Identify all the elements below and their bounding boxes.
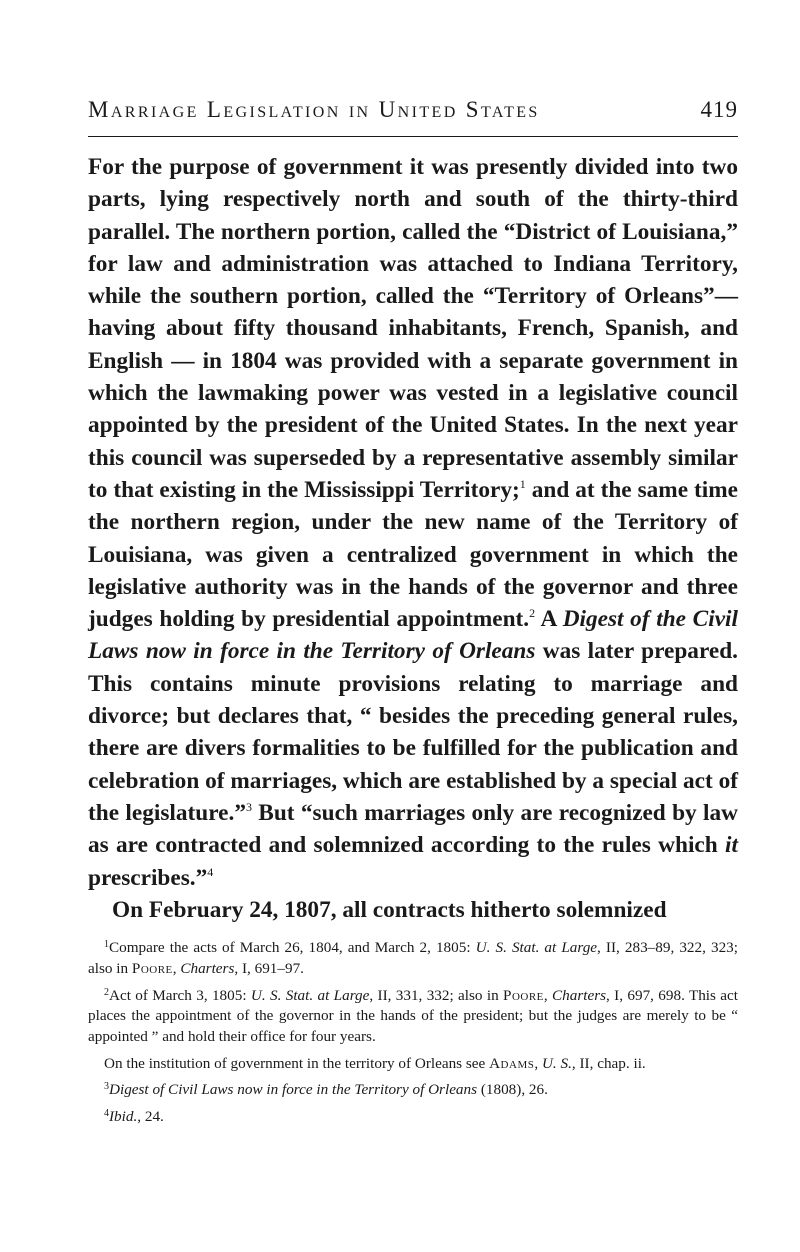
paragraph-1 <box>88 151 738 894</box>
running-title: Marriage Legislation in United States <box>88 97 540 122</box>
footnote-1-sep: , <box>172 959 181 977</box>
footnote-1 <box>88 938 738 979</box>
footnote-2-sep: , <box>543 986 553 1004</box>
paragraph-1-text-f: prescribes.” <box>88 864 208 891</box>
running-head <box>88 96 738 124</box>
main-text <box>88 151 738 926</box>
footnote-2-text-2: , II, 331, 332; also in <box>369 986 503 1004</box>
footnote-4-number: 4 <box>104 1108 109 1120</box>
footnote-2-author: Poore <box>503 986 544 1004</box>
digest-title: Digest of the Civil Laws now in force in the Territory of Orleans <box>88 606 738 665</box>
footnote-2b-text: On the institution of government in the territory of Orleans see <box>104 1054 490 1072</box>
footnotes <box>88 938 738 1128</box>
footnote-3-number: 3 <box>104 1081 109 1093</box>
footnote-3 <box>88 1080 738 1101</box>
paragraph-1-text-e: But “such marriages only are recognized by law as are contracted and solemnized according to the rules which <box>88 799 738 859</box>
footnote-4 <box>88 1107 738 1128</box>
footnote-1-work: Charters <box>180 959 235 977</box>
footnote-ref-4: 4 <box>207 864 214 879</box>
footnote-2-number: 2 <box>104 986 109 998</box>
footnote-1-author: Poore <box>131 959 173 977</box>
footnote-1-citation: U. S. Stat. at Large <box>475 939 598 957</box>
footnote-2b-author: Adams <box>489 1054 535 1072</box>
footnote-2b-work: U. S. <box>541 1054 572 1072</box>
footnote-3-work: Digest of Civil Laws now in force in the Territory of Orleans <box>109 1081 478 1099</box>
emphasis-it: it <box>725 832 738 859</box>
paragraph-2: On February 24, 1807, all contracts hitherto solemnized <box>112 896 667 923</box>
footnote-2 <box>88 986 738 1048</box>
footnote-ref-3: 3 <box>245 799 252 814</box>
footnote-1-pages: , I, 691–97. <box>234 959 304 977</box>
paragraph-1-text-a: For the purpose of government it was presently divided into two parts, lying respectively north and south of the thirty-third parallel. The northern portion, called the “District of Louisiana,” for law and administration was attached to Indiana Territory, while the southern portion, called the “Territory of Orleans”— having about fifty thousand inhabitants, French, Spanish, and English — in 1804 was provided with a separate government in which the lawmaking power was vested in a legislative council appointed by the president of the United States. In the next year this council was superseded by a representative assembly similar to that existing in the Mississippi Territory; <box>88 154 738 503</box>
footnote-1-text: Compare the acts of March 26, 1804, and March 2, 1805: <box>109 939 476 957</box>
footnote-2b-pages: , II, chap. ii. <box>571 1054 646 1072</box>
footnote-1-number: 1 <box>104 939 109 951</box>
paragraph-1-text-c: A <box>535 606 563 633</box>
footnote-ref-1: 1 <box>519 476 526 491</box>
footnote-2-text-3: , I, 697, 698. This act places the appointment of the governor in the hands of the president; but the judges are merely to be “ appointed ” and hold their office for four years. <box>88 986 738 1045</box>
footnote-ref-2: 2 <box>529 606 536 621</box>
footnote-2-work: Charters <box>552 986 607 1004</box>
footnote-4-pages: , 24. <box>137 1108 164 1126</box>
footnote-2b-sep: , <box>534 1054 542 1072</box>
paragraph-1-text-d: was later prepared. This contains minute provisions relating to marriage and divorce; but declares that, “ besides the preceding general rules, there are divers formalities to be fulfilled for the publication and celebration of marriages, which are established by a special act of the legislature.” <box>88 638 738 826</box>
header-rule <box>88 136 738 137</box>
paragraph-1-text-b: and at the same time the northern region, under the new name of the Territory of Louisiana, was given a centralized government in which the legislative authority was in the hands of the governor and three judges holding by presidential appointment. <box>88 476 738 633</box>
page-number: 419 <box>700 97 738 122</box>
footnote-2-citation: U. S. Stat. at Large <box>250 986 370 1004</box>
footnote-2-continuation <box>88 1054 738 1075</box>
footnote-2-text: Act of March 3, 1805: <box>109 986 251 1004</box>
footnote-1-text-2: , II, 283–89, 322, 323; also in <box>88 939 738 977</box>
footnote-4-ibid: Ibid. <box>109 1108 138 1126</box>
footnote-3-pages: (1808), 26. <box>477 1081 548 1099</box>
book-page <box>88 96 738 1134</box>
